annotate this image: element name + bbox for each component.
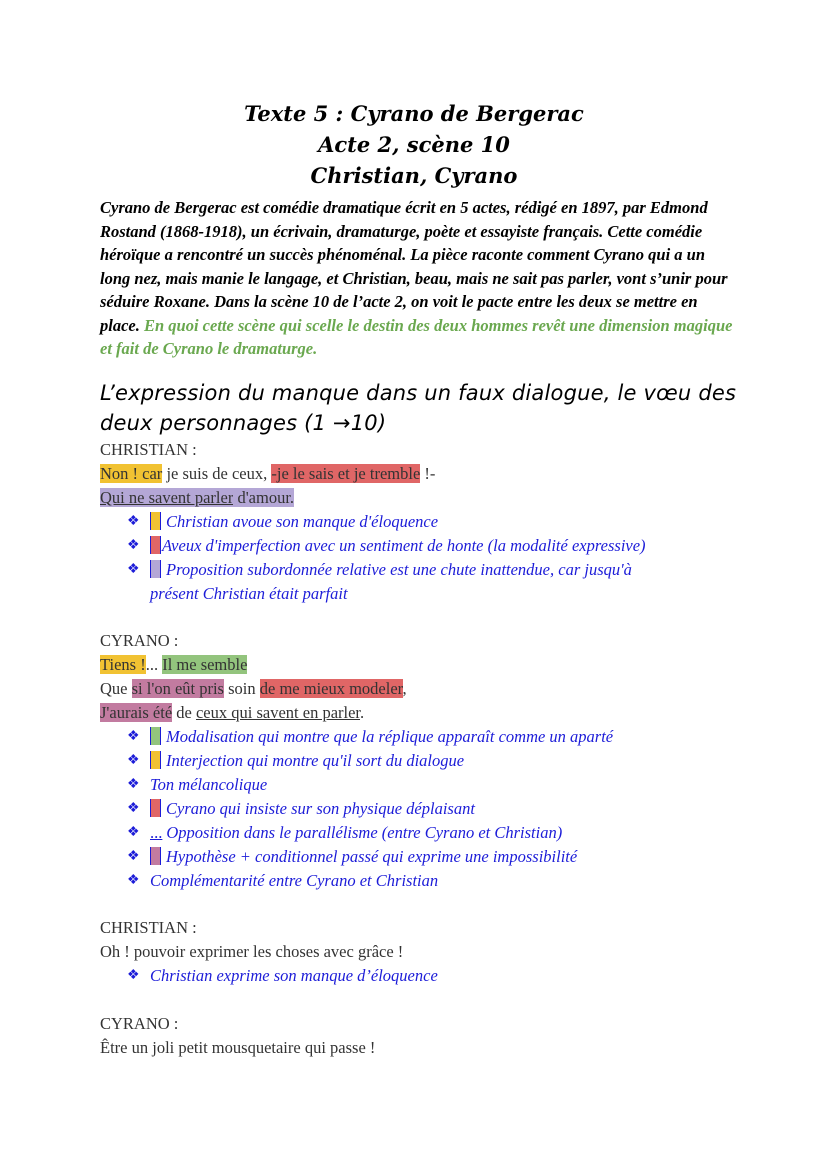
green-swatch-icon xyxy=(150,727,161,745)
underlined-text: ceux qui savent en parler xyxy=(195,703,361,722)
verse-line: Oh ! pouvoir exprimer les choses avec grâce ! xyxy=(100,942,404,961)
diamond-bullet-icon: ❖ xyxy=(127,968,140,983)
diamond-bullet-icon: ❖ xyxy=(127,562,140,577)
dialogue-block-cyrano-2 xyxy=(100,1012,375,1060)
diamond-bullet-icon: ❖ xyxy=(127,825,140,840)
annotation-item: ❖ ... Opposition dans le parallélisme (entre Cyrano et Christian) xyxy=(100,821,613,845)
diamond-bullet-icon: ❖ xyxy=(127,729,140,744)
highlight-green: Il me semble xyxy=(162,655,248,674)
annotation-list xyxy=(100,510,646,606)
red-swatch-icon xyxy=(150,536,161,554)
underline-dots-icon: ... xyxy=(150,823,163,842)
annotation-item: ❖ Modalisation qui montre que la réplique apparaît comme un aparté xyxy=(100,725,613,749)
dialogue-block-christian-1 xyxy=(100,438,646,606)
annotation-item: ❖ Complémentarité entre Cyrano et Christian xyxy=(100,869,613,893)
speaker-label: CHRISTIAN : xyxy=(100,440,197,459)
verse-line: Que si l'on eût pris soin de me mieux modeler, xyxy=(100,679,407,698)
title-characters: Christian, Cyrano xyxy=(310,163,518,188)
highlight-red: de me mieux modeler xyxy=(259,679,403,698)
yellow-swatch-icon xyxy=(150,751,161,769)
annotation-item: ❖ Christian avoue son manque d'éloquence xyxy=(100,510,646,534)
verse-line: Non ! car je suis de ceux, -je le sais et je tremble !- xyxy=(100,464,436,483)
speaker-label: CYRANO : xyxy=(100,1014,179,1033)
dialogue-block-christian-2 xyxy=(100,916,438,988)
title-text: Texte 5 : Cyrano de Bergerac xyxy=(244,101,584,126)
annotation-item: ❖ Interjection qui montre qu'il sort du dialogue xyxy=(100,749,613,773)
diamond-bullet-icon: ❖ xyxy=(127,801,140,816)
diamond-bullet-icon: ❖ xyxy=(127,777,140,792)
highlight-magenta: si l'on eût pris xyxy=(131,679,224,698)
verse-line: Qui ne savent parler d'amour. xyxy=(100,488,295,507)
highlight-yellow: Non ! car xyxy=(100,464,163,483)
annotation-list xyxy=(100,725,613,893)
title-act: Acte 2, scène 10 xyxy=(318,132,510,157)
diamond-bullet-icon: ❖ xyxy=(127,873,140,888)
title-block xyxy=(0,98,828,191)
dialogue-block-cyrano-1 xyxy=(100,629,613,893)
annotation-item: ❖ Cyrano qui insiste sur son physique déplaisant xyxy=(100,797,613,821)
diamond-bullet-icon: ❖ xyxy=(127,849,140,864)
verse-line: Être un joli petit mousquetaire qui passe ! xyxy=(100,1038,376,1057)
highlight-violet: Qui ne savent parler xyxy=(100,488,234,507)
annotation-item: ❖ Ton mélancolique xyxy=(100,773,613,797)
intro-paragraph xyxy=(100,196,736,361)
highlight-magenta: J'aurais été xyxy=(100,703,173,722)
section-heading: L’expression du manque dans un faux dialogue, le vœu des deux personnages (1 →10) xyxy=(100,381,737,435)
verse-line: Tiens !... Il me semble xyxy=(100,655,248,674)
yellow-swatch-icon xyxy=(150,512,161,530)
annotation-item: ❖ Hypothèse + conditionnel passé qui exprime une impossibilité xyxy=(100,845,613,869)
diamond-bullet-icon: ❖ xyxy=(127,753,140,768)
speaker-label: CHRISTIAN : xyxy=(100,918,197,937)
intro-text: Cyrano de Bergerac est comédie dramatique écrit en 5 actes, rédigé en 1897, par Edmond Rostand (1868-1918), un écrivain, dramaturge, poète et essayiste français. Cette comédie héroïque a rencontré un succès phénoménal. La pièce raconte comment Cyrano qui a un long nez, mais manie le langage, et Christian, beau, mais ne sait pas parler, vont s’unir pour séduire Roxane. Dans la scène 10 de l’acte 2, on voit le pacte entre les deux se mettre en place. xyxy=(100,198,728,335)
highlight-yellow: Tiens ! xyxy=(100,655,146,674)
annotation-item: ❖ Aveux d'imperfection avec un sentiment de honte (la modalité expressive) xyxy=(100,534,646,558)
annotation-item: ❖ Proposition subordonnée relative est une chute inattendue, car jusqu'à présent Christian était parfait xyxy=(127,560,632,603)
annotation-item: ❖ Christian exprime son manque d’éloquence xyxy=(100,964,438,988)
annotation-list xyxy=(100,964,438,988)
problematic-question: En quoi cette scène qui scelle le destin des deux hommes revêt une dimension magique et fait de Cyrano le dramaturge. xyxy=(100,315,733,358)
violet-swatch-icon xyxy=(150,560,161,578)
diamond-bullet-icon: ❖ xyxy=(127,538,140,553)
highlight-red: -je le sais et je tremble xyxy=(271,464,421,483)
verse-line: J'aurais été de ceux qui savent en parler. xyxy=(100,703,365,722)
red-swatch-icon xyxy=(150,799,161,817)
speaker-label: CYRANO : xyxy=(100,631,179,650)
diamond-bullet-icon: ❖ xyxy=(127,514,140,529)
magenta-swatch-icon xyxy=(150,847,161,865)
